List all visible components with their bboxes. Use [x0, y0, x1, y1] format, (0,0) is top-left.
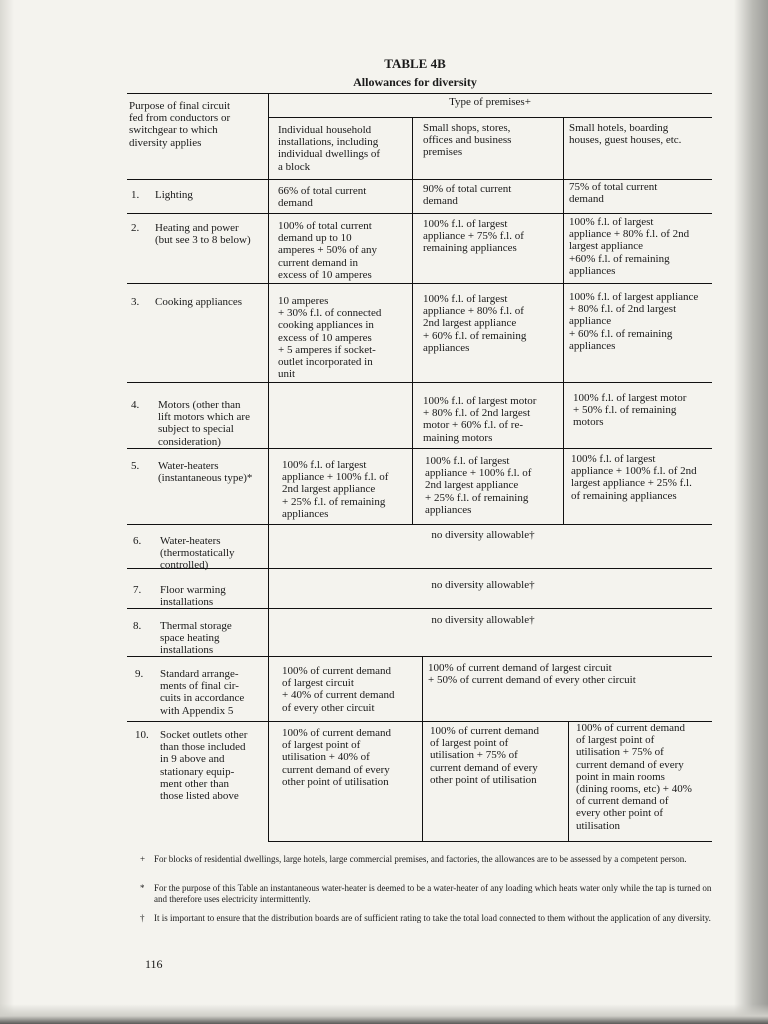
- row-5-purpose: Water-heaters (instantaneous type)*: [158, 460, 253, 485]
- row-10-col2: 100% of current demand of largest point of utilisation + 75% of current demand of every other point of utilisation: [430, 725, 540, 786]
- row-8-purpose: Thermal storage space heating installations: [160, 620, 232, 657]
- row-5-col3: 100% f.l. of largest appliance + 100% f.l. of 2nd largest appliance + 25% f.l. of remaining appliances: [571, 453, 697, 502]
- row-2-number: 2.: [131, 222, 140, 234]
- row-5-col2: 100% f.l. of largest appliance + 100% f.l. of 2nd largest appliance + 25% f.l. of remaining appliances: [425, 455, 532, 516]
- rule-row-1: [127, 213, 712, 214]
- row-8-number: 8.: [133, 620, 142, 632]
- table-subtitle: Allowances for diversity: [353, 75, 477, 89]
- row-10-number: 10.: [135, 729, 149, 741]
- footnote-distribution-boards: † It is important to ensure that the distribution boards are of sufficient rating to take the total load connected to them without the application of any diversity.: [140, 913, 711, 923]
- footnote-water-heater: * For the purpose of this Table an instantaneous water-heater is deemed to be a water-heater of any loading which heats water only while the tap is turned on and therefore uses electricity intermittently.: [140, 883, 712, 904]
- row-10-purpose: Socket outlets other than those included in 9 above and stationary equip- ment other than those listed above: [160, 729, 248, 803]
- page-right-shadow: [734, 0, 768, 1024]
- row-9-number: 9.: [135, 668, 144, 680]
- row-1-purpose: Lighting: [155, 189, 193, 201]
- row-6-number: 6.: [133, 535, 142, 547]
- table-title: TABLE 4B: [384, 56, 446, 71]
- row-9-purpose: Standard arrange- ments of final cir- cuits in accordance with Appendix 5: [160, 668, 245, 717]
- row-6-no-diversity: no diversity allowable†: [431, 529, 535, 541]
- rule-row-3: [127, 382, 712, 383]
- row-3-col1: 10 amperes + 30% f.l. of connected cooking appliances in excess of 10 amperes + 5 amperes if socket- outlet incorporated in unit: [278, 295, 382, 381]
- row-4-col3: 100% f.l. of largest motor + 50% f.l. of remaining motors: [573, 392, 687, 429]
- rule-col-divider-2b: [422, 656, 423, 841]
- row-1-col2: 90% of total current demand: [423, 183, 512, 208]
- row-10-col1: 100% of current demand of largest point of utilisation + 40% of current demand of every other point of utilisation: [282, 727, 392, 788]
- rule-row-4: [127, 448, 712, 449]
- page-bottom-shadow: [0, 1004, 768, 1024]
- row-7-purpose: Floor warming installations: [160, 584, 226, 609]
- diversity-table: [127, 93, 712, 841]
- rule-row-2: [127, 283, 712, 284]
- rule-row-5: [127, 524, 712, 525]
- row-10-col3: 100% of current demand of largest point of utilisation + 75% of current demand of every point in main rooms (dining rooms, etc) + 40% of current demand of every other point of utilisation: [576, 722, 692, 832]
- row-4-purpose: Motors (other than lift motors which are subject to special consideration): [158, 399, 250, 448]
- rule-row-10: [268, 841, 712, 842]
- header-col-hotels: Small hotels, boarding houses, guest houses, etc.: [569, 122, 682, 147]
- row-2-purpose: Heating and power (but see 3 to 8 below): [155, 222, 251, 247]
- header-type-of-premises: Type of premises+: [449, 96, 531, 108]
- rule-header-bottom: [127, 179, 712, 180]
- row-5-number: 5.: [131, 460, 140, 472]
- row-8-no-diversity: no diversity allowable†: [431, 614, 535, 626]
- header-col-shops: Small shops, stores, offices and business premises: [423, 122, 512, 159]
- footnote-premises: + For blocks of residential dwellings, large hotels, large commercial premises, and factories, the allowances are to be assessed by a competent person.: [140, 854, 687, 864]
- row-2-col2: 100% f.l. of largest appliance + 75% f.l. of remaining appliances: [423, 218, 524, 255]
- row-3-col3: 100% f.l. of largest appliance + 80% f.l. of 2nd largest appliance + 60% f.l. of remaining appliances: [569, 291, 699, 352]
- rule-col-divider-3b: [568, 721, 569, 841]
- row-2-col3: 100% f.l. of largest appliance + 80% f.l. of 2nd largest appliance +60% f.l. of remaining appliances: [569, 216, 690, 277]
- row-4-number: 4.: [131, 399, 140, 411]
- rule-col-divider-2a: [412, 117, 413, 524]
- rule-col-divider-3a: [563, 117, 564, 524]
- row-9-col23: 100% of current demand of largest circuit + 50% of current demand of every other circuit: [428, 662, 636, 687]
- row-3-purpose: Cooking appliances: [155, 296, 243, 308]
- header-col-household: Individual household installations, including individual dwellings of a block: [278, 124, 381, 173]
- row-1-col3: 75% of total current demand: [569, 181, 658, 206]
- row-7-number: 7.: [133, 584, 142, 596]
- row-1-number: 1.: [131, 189, 140, 201]
- row-5-col1: 100% f.l. of largest appliance + 100% f.l. of 2nd largest appliance + 25% f.l. of remaining appliances: [282, 459, 389, 520]
- rule-top: [127, 93, 712, 94]
- row-9-col1: 100% of current demand of largest circuit + 40% of current demand of every other circuit: [282, 665, 395, 714]
- row-2-col1: 100% of total current demand up to 10 amperes + 50% of any current demand in excess of 10 amperes: [278, 220, 378, 281]
- row-7-no-diversity: no diversity allowable†: [431, 579, 535, 591]
- page-left-shadow: [0, 0, 14, 1024]
- row-4-col2: 100% f.l. of largest motor + 80% f.l. of 2nd largest motor + 60% f.l. of re- maining motors: [423, 395, 537, 444]
- row-3-number: 3.: [131, 296, 140, 308]
- page-number: 116: [145, 957, 163, 971]
- row-6-purpose: Water-heaters (thermostatically controlled): [160, 535, 235, 572]
- row-1-col1: 66% of total current demand: [278, 185, 367, 210]
- rule-header-sub: [268, 117, 712, 118]
- header-purpose: Purpose of final circuit fed from conductors or switchgear to which diversity applies: [129, 100, 231, 149]
- row-3-col2: 100% f.l. of largest appliance + 80% f.l. of 2nd largest appliance + 60% f.l. of remaining appliances: [423, 293, 527, 354]
